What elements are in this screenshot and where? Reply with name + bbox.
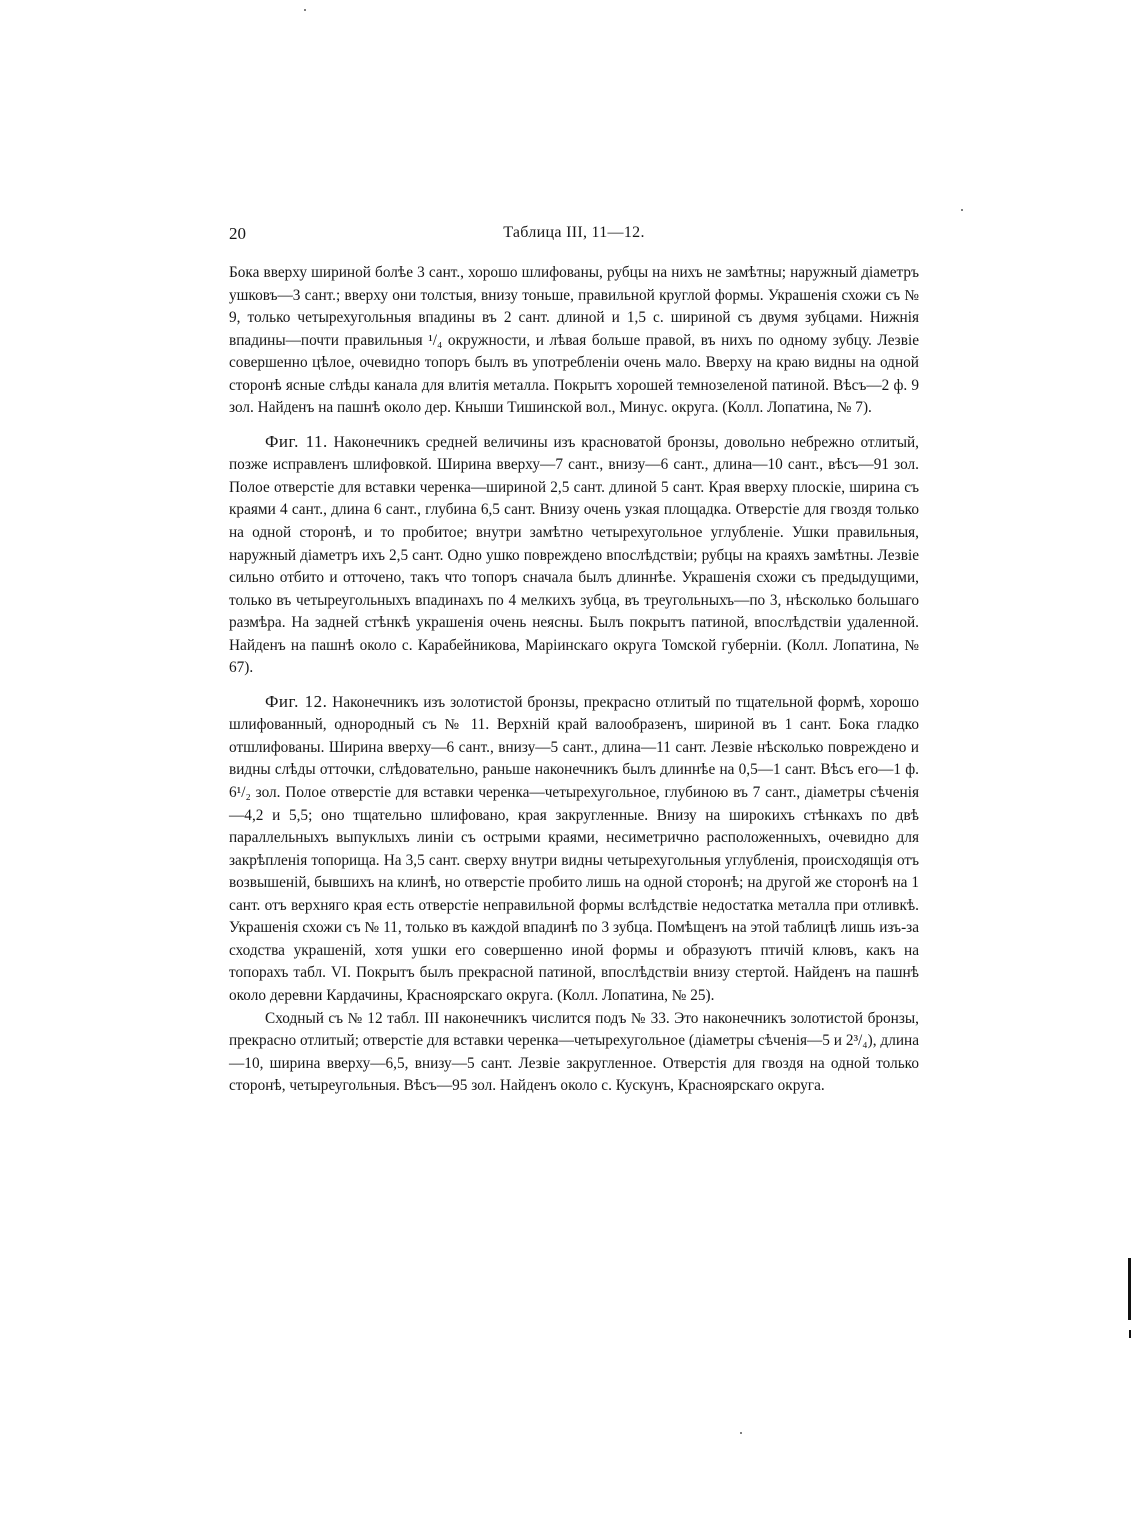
figure-label: Фиг. 12.: [265, 691, 328, 711]
scan-speck: [740, 1432, 742, 1434]
figure-label: Фиг. 11.: [265, 431, 328, 451]
paragraph-similar-item: Сходный съ № 12 табл. III наконечникъ числится подъ № 33. Это наконечникъ золотистой бронзы, прекрасно отлитый; отверстіе для вставки черенка—четырехугольное (діаметры сѣченія—5 и 2³/₄), длина—10, ширина вверху—6,5, внизу—5 сант. Лезвіе закругленное. Отверстія для гвоздя на одной только сторонѣ, четыреугольныя. Вѣсъ—95 зол. Найденъ около с. Кускунъ, Красноярскаго округа.: [229, 1009, 919, 1095]
paragraph-text: Наконечникъ средней величины изъ красноватой бронзы, довольно небрежно отлитый, позже исправленъ шлифовкой. Ширина вверху—7 сант., внизу—6 сант., длина—10 сант., вѣсъ—91 зол. Полое отверстіе для вставки черенка—шириной 2,5 сант. длиной 5 сант. Края вверху плоскіе, ширина съ краями 4 сант., длина 6 сант., глубина 6,5 сант. Внизу очень узкая площадка. Отверстіе для гвоздя только на одной сторонѣ, и то пробитое; внутри замѣтно четырехугольное углубленіе. Ушки правильныя, наружный діаметръ ихъ 2,5 сант. Одно ушко повреждено впослѣдствіи; рубцы на краяхъ замѣтны. Лезвіе сильно отбито и отточено, такъ что топоръ сначала былъ длиннѣе. Украшенія схожи съ предыдущими, только въ четыреугольныхъ впадинахъ по 4 мелкихъ зубца, въ треугольныхъ—по 3, нѣсколько большаго размѣра. На задней стѣнкѣ украшенія очень неясны. Былъ покрытъ патиной, впослѣдствіи удаленной. Найденъ на пашнѣ около с. Карабейникова, Маріинскаго округа Томской губерніи. (Колл. Лопатина, № 67).: [229, 433, 919, 677]
paragraph-fig-11: [229, 431, 919, 680]
running-title: Таблица III, 11—12.: [503, 224, 645, 241]
page-header: [229, 224, 919, 248]
paragraph-fig-12: [229, 691, 919, 1008]
scan-edge-mark-small: [1129, 1330, 1131, 1338]
body-text: [229, 262, 919, 1098]
scan-speck: [304, 9, 306, 11]
scan-speck: [961, 209, 963, 211]
paragraph-continuation: Бока вверху шириной болѣе 3 сант., хорошо шлифованы, рубцы на нихъ не замѣтны; наружный діаметръ ушковъ—3 сант.; вверху они толстыя, внизу тоньше, правильной круглой формы. Украшенія схожи съ № 9, только четырехугольныя впадины въ 2 сант. длиной и 1,5 с. шириной съ двумя зубцами. Нижнія впадины—почти правильныя ¹/₄ окружности, и лѣвая больше правой, въ нихъ по одному зубцу. Лезвіе совершенно цѣлое, очевидно топоръ былъ въ употребленіи очень мало. Вверху на краю видны на одной сторонѣ ясные слѣды канала для влитія металла. Покрытъ хорошей темнозеленой патиной. Вѣсъ—2 ф. 9 зол. Найденъ на пашнѣ около дер. Кныши Тишинской вол., Минус. округа. (Колл. Лопатина, № 7).: [229, 264, 919, 417]
scan-edge-mark: [1128, 1258, 1131, 1320]
paragraph-text: Наконечникъ изъ золотистой бронзы, прекрасно отлитый по тщательной формѣ, хорошо шлифованный, однородный съ № 11. Верхній край валообразенъ, шириной въ 1 сант. Бока гладко отшлифованы. Ширина вверху—6 сант., внизу—5 сант., длина—11 сант. Лезвіе нѣсколько повреждено и видны слѣды отточки, слѣдовательно, раньше наконечникъ былъ длиннѣе на 0,5—1 сант. Вѣсъ его—1 ф. 6¹/₂ зол. Полое отверстіе для вставки черенка—четырехугольное, глубиною въ 7 сант., діаметры сѣченія—4,2 и 5,5; оно тщательно шлифовано, края закругленные. Внизу на широкихъ стѣнкахъ по двѣ параллельныхъ выпуклыхъ линіи съ острыми краями, несиметрично расположенныхъ, очевидно для закрѣпленія топорища. На 3,5 сант. сверху внутри видны четырехугольныя углубленія, происходящія отъ возвышеній, бывшихъ на клинѣ, но отверстіе пробито лишь на одной сторонѣ; на другой же сторонѣ на 1 сант. отъ верхняго края есть отверстіе неправильной формы вслѣдствіе недостатка металла при отливкѣ. Украшенія схожи съ № 11, только въ каждой впадинѣ по 3 зубца. Помѣщенъ на этой таблицѣ лишь изъ-за сходства украшеній, хотя ушки его совершенно иной формы и образуютъ птичій клювъ, какъ на топорахъ табл. VI. Покрытъ былъ прекрасной патиной, впослѣдствіи внизу стертой. Найденъ на пашнѣ около деревни Кардачины, Красноярскаго округа. (Колл. Лопатина, № 25).: [229, 693, 919, 1004]
page-number: 20: [229, 224, 246, 243]
